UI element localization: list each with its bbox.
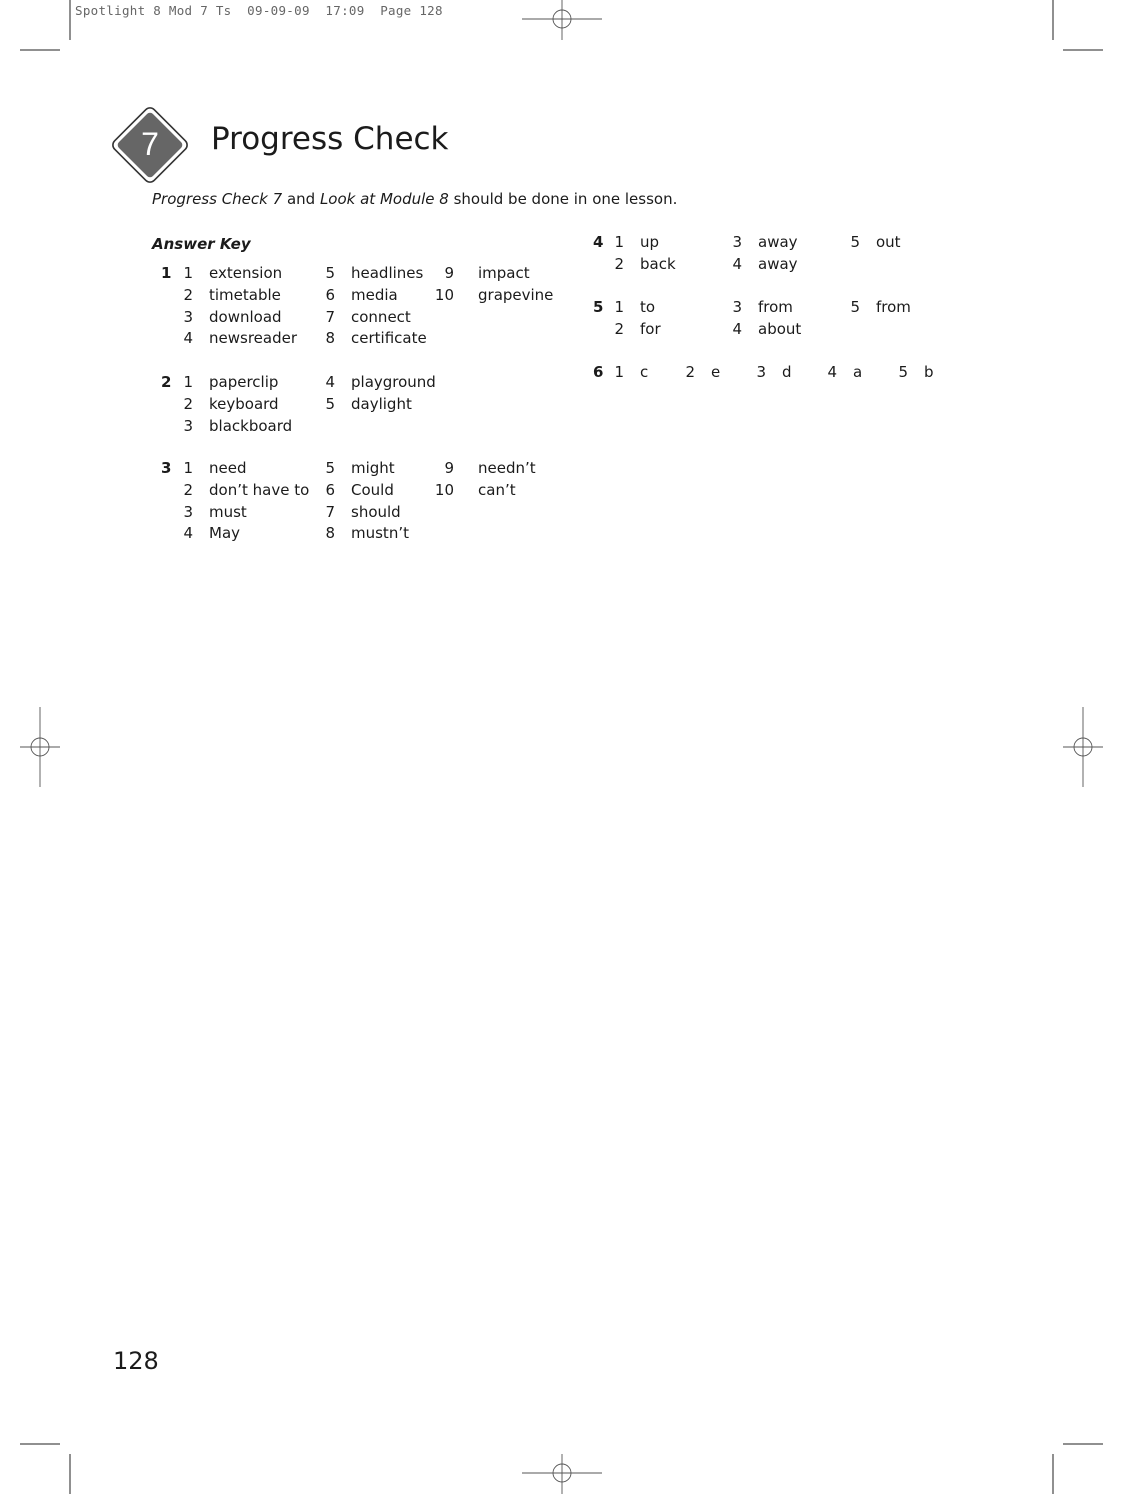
item-answer: needn’t bbox=[478, 459, 536, 477]
item-number: 4 bbox=[183, 329, 193, 348]
intro-text bbox=[152, 190, 677, 208]
item-answer: up bbox=[640, 233, 660, 251]
item-number: 9 bbox=[444, 264, 454, 282]
item-answer: certificate bbox=[351, 329, 427, 348]
item-number: 7 bbox=[325, 307, 335, 326]
item-answer: extension bbox=[209, 264, 283, 282]
item-number: 1 bbox=[614, 363, 624, 381]
item-answer: away bbox=[758, 233, 798, 251]
item-answer: b bbox=[924, 363, 934, 381]
item-answer: e bbox=[711, 363, 721, 381]
item-number: 7 bbox=[325, 502, 335, 521]
item-answer: keyboard bbox=[209, 394, 279, 413]
page-number: 128 bbox=[113, 1347, 159, 1375]
item-answer: don’t have to bbox=[209, 480, 310, 499]
item-answer: Could bbox=[351, 480, 394, 499]
item-number: 3 bbox=[756, 363, 766, 381]
item-number: 3 bbox=[183, 307, 193, 326]
item-answer: newsreader bbox=[209, 329, 297, 348]
item-answer: for bbox=[640, 319, 661, 338]
item-number: 4 bbox=[325, 373, 335, 391]
item-number: 2 bbox=[614, 319, 624, 338]
item-answer: daylight bbox=[351, 394, 412, 413]
item-answer: d bbox=[782, 363, 792, 381]
item-number: 1 bbox=[614, 233, 624, 251]
item-number: 4 bbox=[732, 254, 742, 273]
intro-text-3: should be done in one lesson. bbox=[448, 190, 678, 208]
item-number: 5 bbox=[898, 363, 908, 381]
item-number: 1 bbox=[183, 459, 193, 477]
item-number: 10 bbox=[434, 480, 454, 499]
item-number: 8 bbox=[325, 329, 335, 348]
item-answer: should bbox=[351, 502, 401, 521]
exercise-number: 2 bbox=[161, 373, 172, 391]
item-answer: c bbox=[640, 363, 649, 381]
item-answer: can’t bbox=[478, 480, 516, 499]
item-answer: might bbox=[351, 459, 395, 477]
item-number: 5 bbox=[325, 394, 335, 413]
item-answer: media bbox=[351, 285, 398, 304]
item-number: 10 bbox=[434, 285, 454, 304]
item-answer: impact bbox=[478, 264, 530, 282]
item-answer: playground bbox=[351, 373, 436, 391]
item-number: 8 bbox=[325, 524, 335, 543]
item-number: 6 bbox=[325, 285, 335, 304]
module-badge bbox=[106, 101, 194, 189]
exercise-number: 6 bbox=[593, 363, 604, 381]
item-answer: from bbox=[758, 298, 793, 316]
intro-ref-1: Progress Check 7 bbox=[152, 190, 283, 208]
item-number: 2 bbox=[614, 254, 624, 273]
exercise-number: 1 bbox=[161, 264, 172, 282]
item-answer: headlines bbox=[351, 264, 424, 282]
item-number: 2 bbox=[183, 285, 193, 304]
page-title: Progress Check bbox=[211, 121, 449, 157]
item-answer: blackboard bbox=[209, 416, 293, 435]
item-answer: to bbox=[640, 298, 656, 316]
item-answer: away bbox=[758, 254, 798, 273]
item-number: 2 bbox=[183, 394, 193, 413]
print-slug: Spotlight 8 Mod 7 Ts 09-09-09 17:09 Page 128 bbox=[75, 3, 443, 18]
item-answer: a bbox=[853, 363, 863, 381]
item-number: 5 bbox=[325, 459, 335, 477]
item-answer: May bbox=[209, 524, 241, 543]
item-answer: need bbox=[209, 459, 247, 477]
item-number: 4 bbox=[732, 319, 742, 338]
item-answer: timetable bbox=[209, 285, 281, 304]
item-answer: connect bbox=[351, 307, 411, 326]
item-number: 4 bbox=[183, 524, 193, 543]
exercise-number: 4 bbox=[593, 233, 604, 251]
item-answer: back bbox=[640, 254, 676, 273]
item-answer: mustn’t bbox=[351, 524, 409, 543]
item-number: 2 bbox=[685, 363, 695, 381]
intro-ref-2: Look at Module 8 bbox=[319, 190, 449, 208]
item-number: 3 bbox=[732, 233, 742, 251]
item-number: 5 bbox=[850, 233, 860, 251]
item-answer: about bbox=[758, 319, 802, 338]
item-answer: out bbox=[876, 233, 901, 251]
item-answer: from bbox=[876, 298, 911, 316]
item-answer: paperclip bbox=[209, 373, 279, 391]
item-number: 3 bbox=[183, 502, 193, 521]
item-answer: download bbox=[209, 307, 282, 326]
answer-key-heading: Answer Key bbox=[152, 235, 251, 253]
item-number: 1 bbox=[183, 373, 193, 391]
intro-text-2: and bbox=[282, 190, 320, 208]
exercise-number: 5 bbox=[593, 298, 604, 316]
item-answer: must bbox=[209, 502, 247, 521]
item-number: 9 bbox=[444, 459, 454, 477]
item-number: 4 bbox=[827, 363, 837, 381]
item-number: 3 bbox=[183, 416, 193, 435]
module-number: 7 bbox=[141, 126, 159, 162]
item-number: 1 bbox=[183, 264, 193, 282]
item-answer: grapevine bbox=[478, 285, 554, 304]
item-number: 5 bbox=[325, 264, 335, 282]
item-number: 2 bbox=[183, 480, 193, 499]
item-number: 1 bbox=[614, 298, 624, 316]
item-number: 3 bbox=[732, 298, 742, 316]
item-number: 5 bbox=[850, 298, 860, 316]
exercise-number: 3 bbox=[161, 459, 172, 477]
item-number: 6 bbox=[325, 480, 335, 499]
